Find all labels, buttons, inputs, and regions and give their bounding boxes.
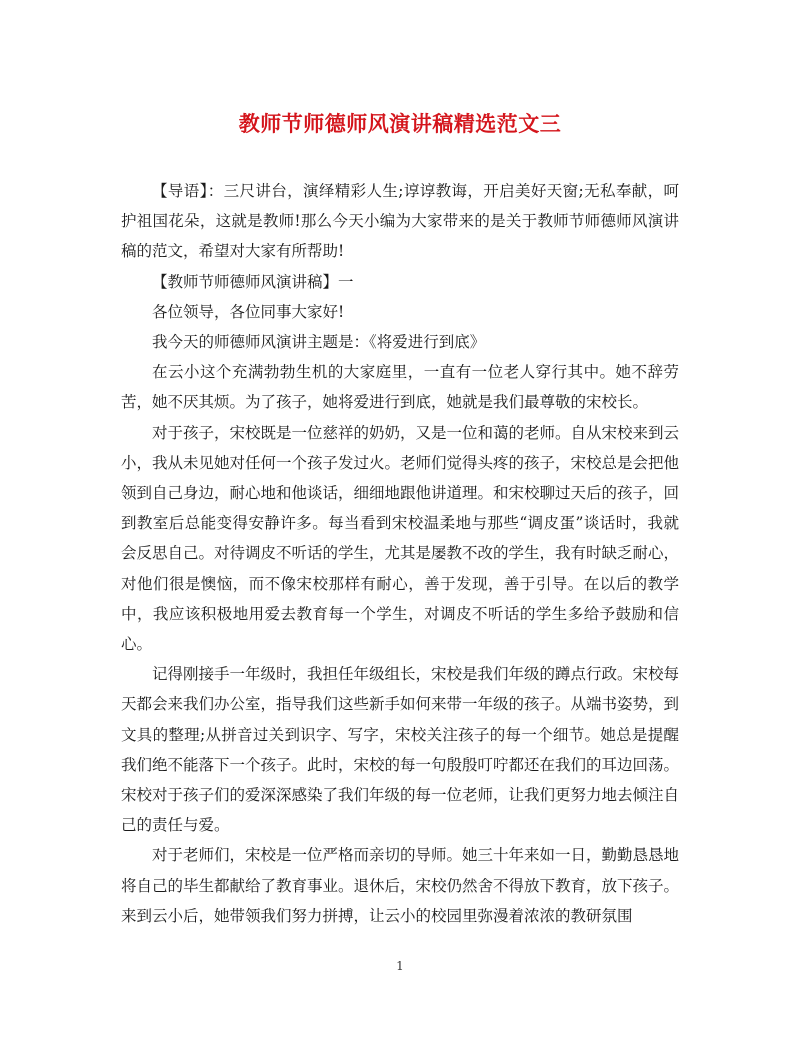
salutation: 各位领导，各位同事大家好! xyxy=(152,302,345,321)
page-number: 1 xyxy=(396,959,404,973)
body-paragraph: 对于老师们，宋校是一位严格而亲切的导师。她三十年来如一日，勤勤恳恳地将自己的毕生都献给了教育事业。退休后，宋校仍然舍不得放下教育，放下孩子。来到云小后，她带领我们努力拼搏，让云小的校园里弥漫着浓浓的教研氛围 xyxy=(121,846,680,925)
document-title: 教师节师德师风演讲稿精选范文三 xyxy=(238,111,562,136)
document-body xyxy=(121,176,679,931)
section-heading: 【教师节师德师风演讲稿】一 xyxy=(152,272,354,291)
speech-topic: 我今天的师德师风演讲主题是：《将爱进行到底》 xyxy=(152,333,486,352)
intro-paragraph: 【导语】：三尺讲台，演绎精彩人生;谆谆教诲，开启美好天窗;无私奉献，呵护祖国花朵，这就是教师!那么今天小编为大家带来的是关于教师节师德师风演讲稿的范文，希望对大家有所帮助! xyxy=(121,182,679,261)
body-paragraph: 对于孩子，宋校既是一位慈祥的奶奶，又是一位和蔼的老师。自从宋校来到云小，我从未见她对任何一个孩子发过火。老师们觉得头疼的孩子，宋校总是会把他领到自己身边，耐心地和他谈话，细细地跟他讲道理。和宋校聊过天后的孩子，回到教室后总能变得安静许多。每当看到宋校温柔地与那些“调皮蛋”谈话时，我就会反思自己。对待调皮不听话的学生，尤其是屡教不改的学生，我有时缺乏耐心，对他们很是懊恼，而不像宋校那样有耐心，善于发现，善于引导。在以后的教学中，我应该积极地用爱去教育每一个学生，对调皮不听话的学生多给予鼓励和信心。 xyxy=(121,423,680,654)
body-paragraph: 记得刚接手一年级时，我担任年级组长，宋校是我们年级的蹲点行政。宋校每天都会来我们办公室，指导我们这些新手如何来带一年级的孩子。从端书姿势，到文具的整理;从拼音过关到识字、写字，宋校关注孩子的每一个细节。她总是提醒我们绝不能落下一个孩子。此时，宋校的每一句殷殷叮咛都还在我们的耳边回荡。宋校对于孩子们的爱深深感染了我们年级的每一位老师，让我们更努力地去倾注自己的责任与爱。 xyxy=(121,665,680,835)
body-paragraph: 在云小这个充满勃勃生机的大家庭里，一直有一位老人穿行其中。她不辞劳苦，她不厌其烦。为了孩子，她将爱进行到底，她就是我们最尊敬的宋校长。 xyxy=(121,363,679,412)
